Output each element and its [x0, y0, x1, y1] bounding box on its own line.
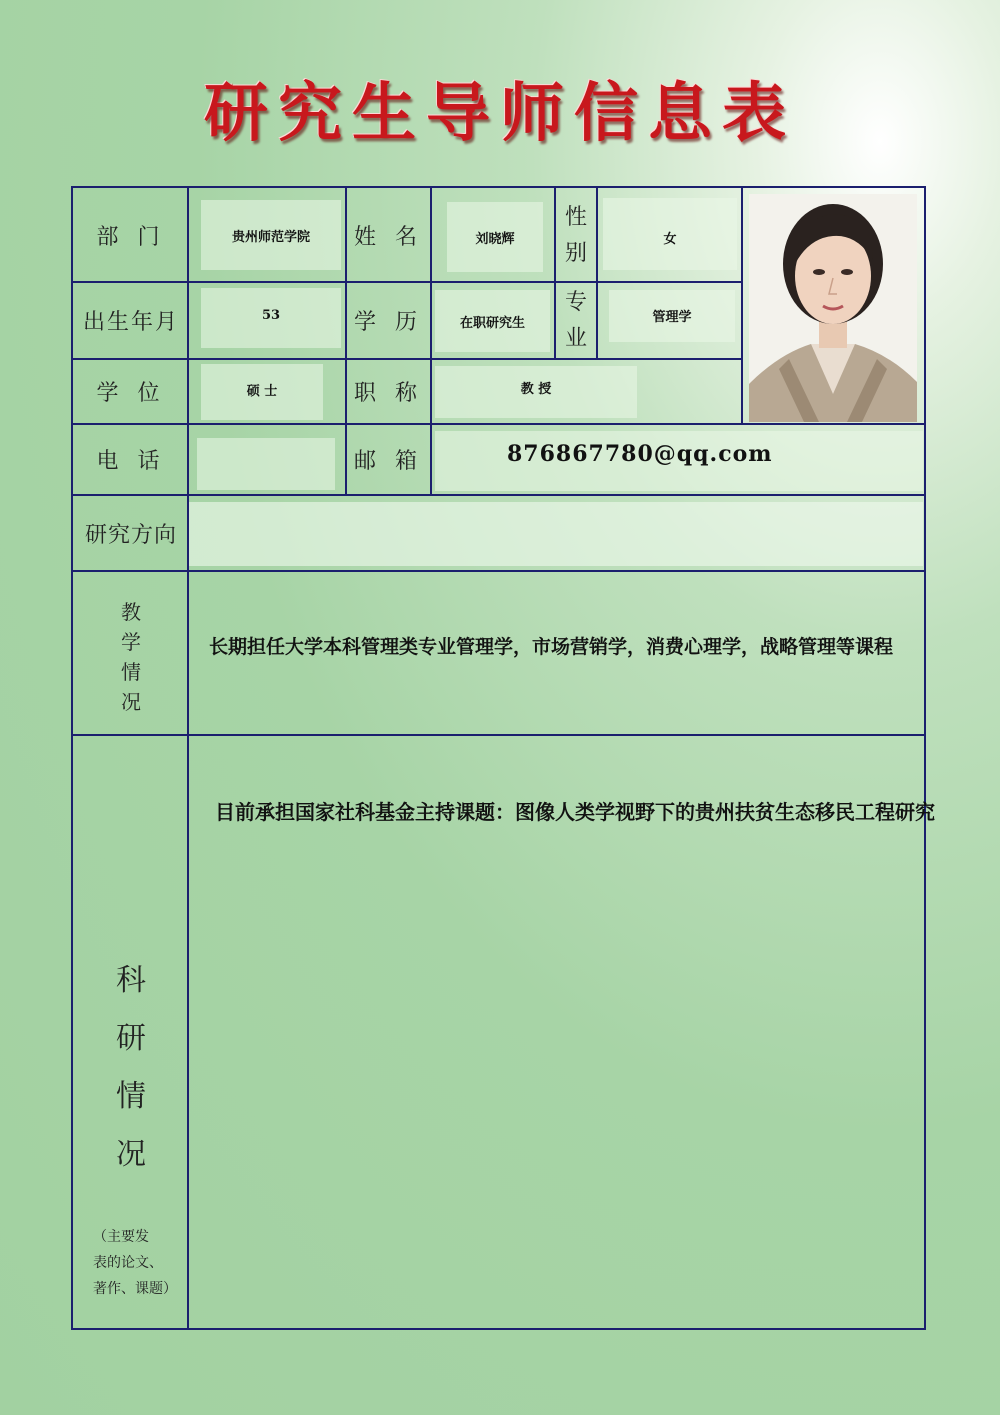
row-divider — [73, 423, 926, 425]
research-value — [189, 502, 923, 566]
col-divider — [430, 188, 432, 496]
science-text: 目前承担国家社科基金主持课题：图像人类学视野下的贵州扶贫生态移民工程研究 — [215, 800, 935, 824]
science-label-char: 况 — [116, 1137, 146, 1172]
research-label: 研究方向 — [84, 522, 177, 548]
col-divider — [187, 188, 189, 1330]
major-label-line1: 专 — [564, 289, 587, 315]
teaching-label — [75, 580, 187, 734]
info-table — [71, 186, 935, 1330]
education-value: 在职研究生 — [435, 290, 550, 352]
science-note-line: 著作、课题） — [93, 1281, 177, 1297]
degree-label: 学 位 — [96, 381, 166, 406]
science-note-line: 表的论文、 — [93, 1255, 163, 1271]
row-divider — [73, 570, 926, 572]
department-value: 贵州师范学院 — [201, 200, 341, 270]
major-value: 管理学 — [609, 290, 735, 342]
degree-value: 硕 士 — [201, 364, 323, 420]
science-note-line: （主要发 — [93, 1229, 149, 1245]
major-label — [556, 283, 596, 358]
department-label: 部 门 — [96, 225, 166, 250]
birth-label: 出生年月 — [82, 310, 179, 335]
gender-value: 女 — [603, 198, 737, 270]
science-label-char: 科 — [116, 963, 146, 998]
row-divider — [73, 494, 926, 496]
gender-label-line2: 别 — [564, 240, 587, 266]
teaching-label-char: 学 — [121, 630, 141, 654]
phone-value — [197, 438, 335, 490]
gender-label — [556, 190, 596, 281]
col-divider — [741, 188, 743, 425]
major-label-line2: 业 — [564, 325, 587, 351]
name-value: 刘晓辉 — [447, 202, 543, 272]
email-label: 邮 箱 — [354, 449, 423, 474]
teaching-text: 长期担任大学本科管理类专业管理学，市场营销学，消费心理学，战略管理等课程 — [209, 636, 894, 658]
teaching-label-char: 情 — [121, 660, 141, 684]
birth-value: 53 — [201, 288, 341, 348]
title-rank-label: 职 称 — [354, 381, 423, 406]
title-rank-value: 教 授 — [435, 366, 637, 418]
gender-label-line1: 性 — [564, 204, 587, 230]
teacher-photo — [749, 194, 917, 422]
phone-label: 电 话 — [96, 449, 166, 474]
email-value: 876867780@qq.com — [435, 431, 923, 491]
col-divider — [596, 188, 598, 360]
science-label-char: 研 — [116, 1021, 146, 1056]
teaching-label-char: 教 — [121, 600, 141, 624]
science-label — [75, 948, 187, 1188]
portrait-image — [749, 194, 917, 422]
science-label-char: 情 — [116, 1079, 146, 1114]
page-title: 研究生导师信息表 — [204, 77, 796, 151]
name-label: 姓 名 — [354, 225, 423, 250]
teaching-label-char: 况 — [121, 690, 141, 714]
education-label: 学 历 — [354, 310, 423, 335]
science-note — [93, 1224, 177, 1302]
row-divider — [73, 734, 926, 736]
